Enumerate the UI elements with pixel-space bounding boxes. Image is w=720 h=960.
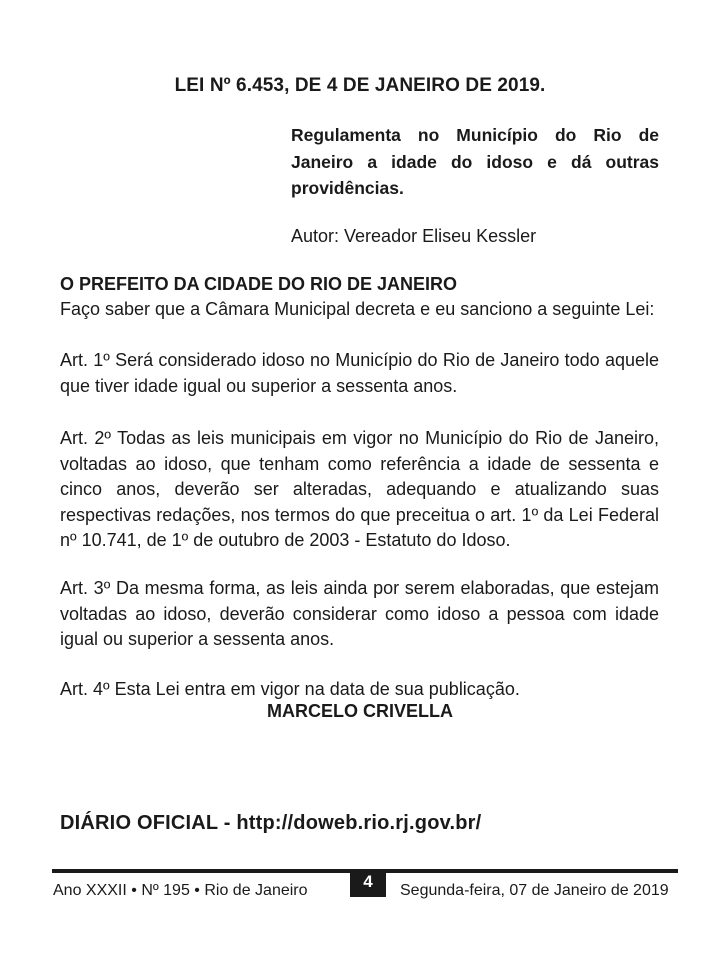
preamble-text: Faço saber que a Câmara Municipal decreta e eu sanciono a seguinte Lei: — [60, 299, 655, 319]
article-1: Art. 1º Será considerado idoso no Município do Rio de Janeiro todo aquele que tiver idade igual ou superior a sessenta anos. — [60, 350, 659, 396]
signature — [0, 701, 720, 722]
article-2: Art. 2º Todas as leis municipais em vigor no Município do Rio de Janeiro, voltadas ao idoso, que tenham como referência a idade de sessenta e cinco anos, deverão ser alteradas, adequando e atualizando suas respectivas redações, nos termos do que preceitua o art. 1º da Lei Federal nº 10.741, de 1º de outubro de 2003 - Estatuto do Idoso. — [60, 428, 659, 551]
article-4: Art. 4º Esta Lei entra em vigor na data de sua publicação. — [60, 679, 520, 699]
article-3: Art. 3º Da mesma forma, as leis ainda por serem elaboradas, que estejam voltadas ao idoso, deverão considerar como idoso a pessoa com idade igual ou superior a sessenta anos. — [60, 578, 659, 650]
preamble-heading: O PREFEITO DA CIDADE DO RIO DE JANEIRO — [60, 274, 458, 294]
law-ementa: Regulamenta no Município do Rio de Janeiro a idade do idoso e dá outras providências. — [291, 125, 659, 198]
law-title: LEI Nº 6.453, DE 4 DE JANEIRO DE 2019. — [174, 75, 546, 96]
diario-oficial-source: DIÁRIO OFICIAL - http://doweb.rio.rj.gov.br/ — [60, 812, 482, 834]
footer-edition: Ano XXXII • Nº 195 • Rio de Janeiro — [53, 882, 308, 899]
footer-date: Segunda-feira, 07 de Janeiro de 2019 — [400, 882, 669, 899]
footer-page-number: 4 — [350, 869, 386, 897]
law-author: Autor: Vereador Eliseu Kessler — [291, 226, 537, 246]
signature-name: MARCELO CRIVELLA — [267, 701, 453, 721]
